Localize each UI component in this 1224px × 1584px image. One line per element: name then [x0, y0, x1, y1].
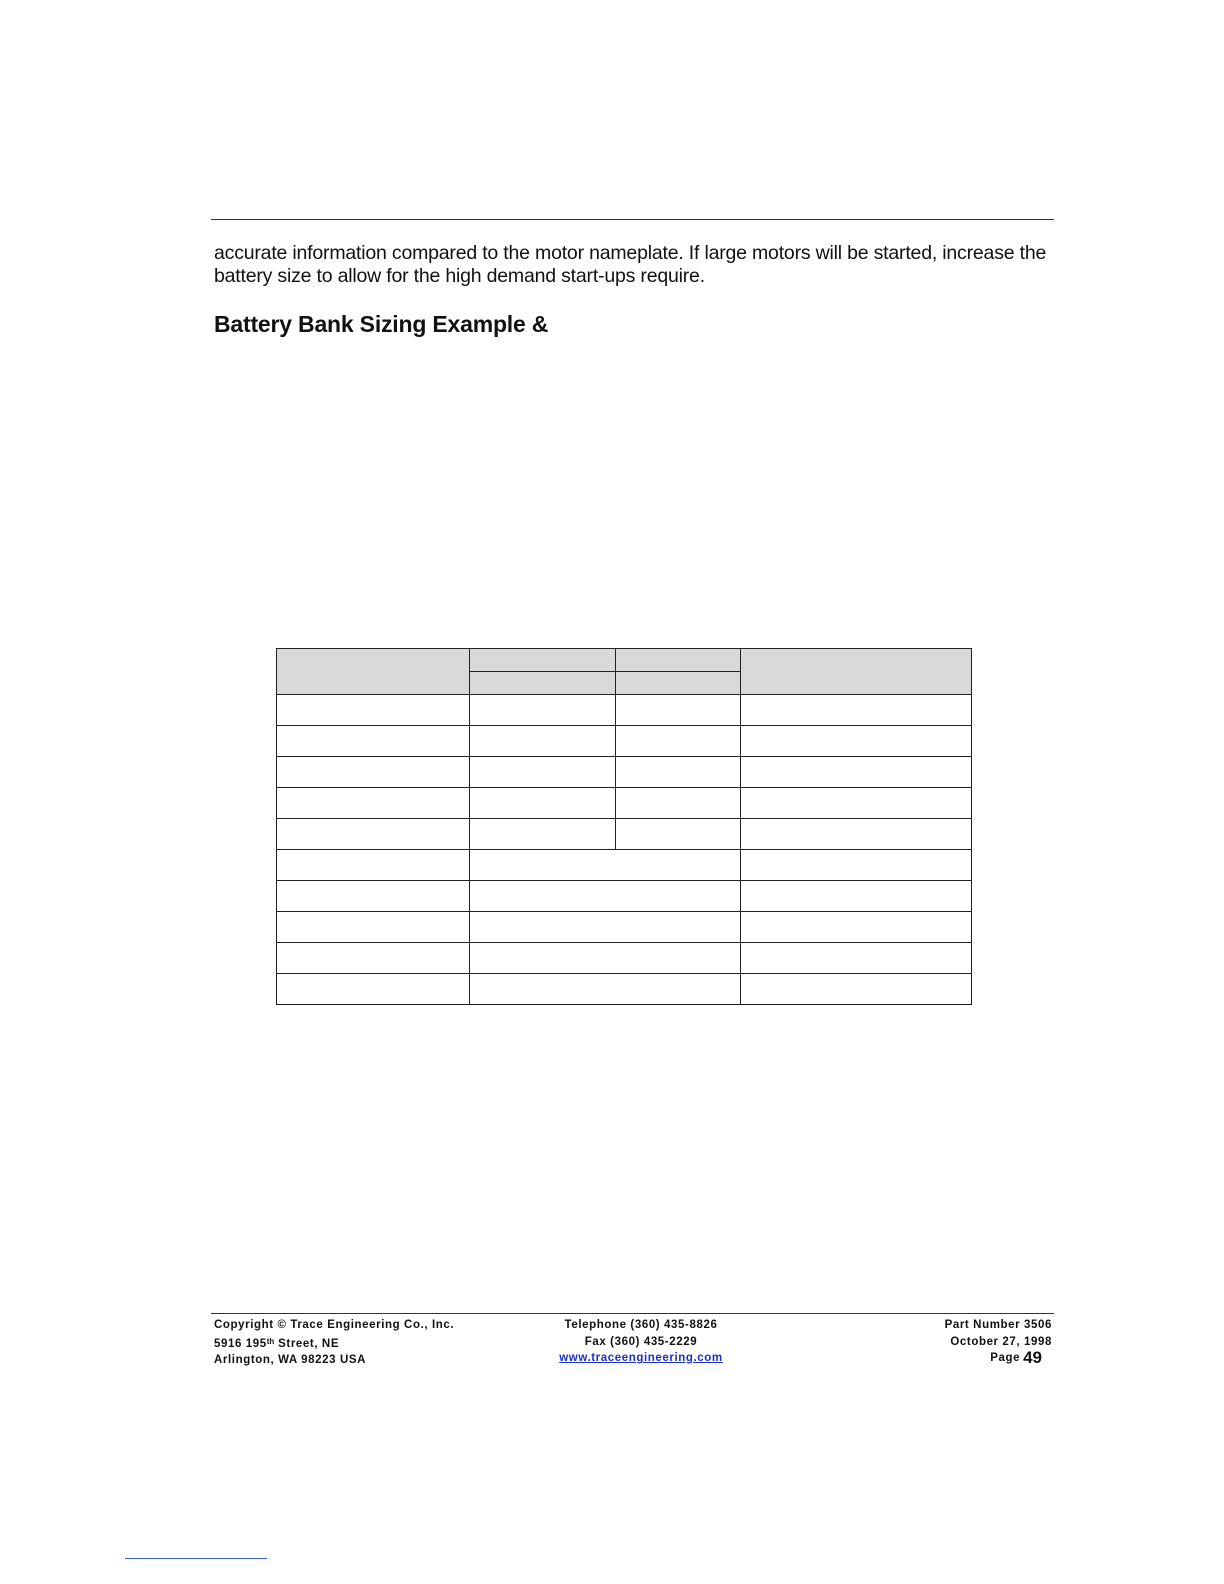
footer-rule	[211, 1313, 1054, 1314]
table-cell	[277, 912, 470, 943]
footer-company-block	[214, 1317, 454, 1369]
body-paragraph: accurate information compared to the motor nameplate. If large motors will be started, increase the battery size to allow for the high demand start-ups require.	[214, 242, 1047, 287]
table-cell	[741, 819, 972, 850]
footer-contact-block	[541, 1317, 741, 1367]
copyright-text: Copyright © Trace Engineering Co., Inc.	[214, 1319, 455, 1331]
table-cell	[741, 695, 972, 726]
link-underline	[125, 1558, 267, 1559]
table-cell	[741, 726, 972, 757]
table-cell	[741, 974, 972, 1005]
table-cell	[616, 788, 741, 819]
table-cell	[741, 881, 972, 912]
table-row	[277, 850, 972, 881]
table-cell	[470, 850, 741, 881]
table-row	[277, 695, 972, 726]
table-cell	[616, 757, 741, 788]
table-header-cell	[470, 649, 616, 672]
table-cell	[277, 757, 470, 788]
table-row	[277, 974, 972, 1005]
table-cell	[470, 757, 616, 788]
date-text: October 27, 1998	[950, 1335, 1052, 1348]
table-row	[277, 881, 972, 912]
header-rule	[211, 219, 1054, 220]
table-cell	[277, 881, 470, 912]
table-header-cell	[616, 649, 741, 672]
table-cell	[741, 788, 972, 819]
page-label: Page	[990, 1352, 1021, 1364]
sizing-table	[276, 648, 972, 1005]
table-cell	[470, 819, 616, 850]
table-cell	[277, 726, 470, 757]
table-header-row	[277, 649, 972, 672]
table-cell	[741, 757, 972, 788]
table-cell	[470, 695, 616, 726]
footer-document-block	[852, 1317, 1052, 1367]
table-cell	[470, 881, 741, 912]
table-cell	[470, 974, 741, 1005]
fax-text: Fax (360) 435-2229	[584, 1335, 698, 1348]
table-cell	[616, 726, 741, 757]
section-heading: Battery Bank Sizing Example &	[214, 311, 549, 337]
table-row	[277, 912, 972, 943]
street-address: 5916 195th Street, NE	[214, 1336, 340, 1350]
table-cell	[616, 819, 741, 850]
table-cell	[277, 850, 470, 881]
page-indicator	[852, 1350, 1052, 1367]
table-cell	[277, 819, 470, 850]
table-row	[277, 726, 972, 757]
table-row	[277, 943, 972, 974]
table-cell	[741, 943, 972, 974]
table-header-cell	[741, 649, 972, 695]
table-cell	[741, 850, 972, 881]
table-cell	[277, 695, 470, 726]
table-cell	[470, 912, 741, 943]
page-number: 49	[1023, 1348, 1042, 1367]
part-number-text: Part Number 3506	[944, 1319, 1052, 1331]
table-header-cell	[616, 672, 741, 695]
telephone-text: Telephone (360) 435-8826	[564, 1319, 718, 1331]
city-address: Arlington, WA 98223 USA	[214, 1354, 367, 1366]
table-cell	[616, 695, 741, 726]
table-header-cell	[470, 672, 616, 695]
website-link[interactable]: www.traceengineering.com	[559, 1352, 723, 1364]
table-cell	[277, 943, 470, 974]
table-cell	[277, 788, 470, 819]
table-header-cell	[277, 649, 470, 695]
table-cell	[470, 726, 616, 757]
table-cell	[741, 912, 972, 943]
table-cell	[470, 943, 741, 974]
table-row	[277, 788, 972, 819]
table-cell	[277, 974, 470, 1005]
table-row	[277, 819, 972, 850]
table-row	[277, 757, 972, 788]
table-cell	[470, 788, 616, 819]
